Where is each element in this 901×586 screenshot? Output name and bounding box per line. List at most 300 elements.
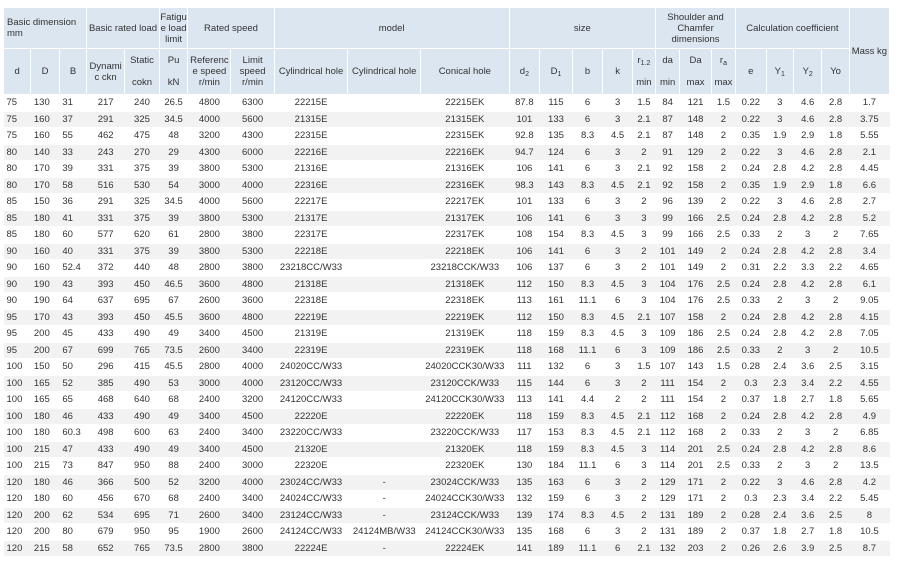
table-cell: 2.8 bbox=[766, 161, 793, 178]
table-cell: 41 bbox=[59, 210, 86, 227]
table-cell: 3.4 bbox=[849, 243, 889, 260]
table-cell: 131 bbox=[656, 524, 680, 541]
table-cell: 1.5 bbox=[632, 95, 655, 112]
table-cell: 104 bbox=[656, 276, 680, 293]
col-Y2-base: Y bbox=[802, 66, 809, 77]
table-cell: 8.3 bbox=[572, 441, 603, 458]
table-cell: 3 bbox=[766, 144, 793, 161]
table-cell: 22218E bbox=[274, 243, 348, 260]
table-cell: 170 bbox=[31, 161, 59, 178]
table-cell: 22315E bbox=[274, 128, 348, 145]
table-cell: 2.8 bbox=[766, 276, 793, 293]
table-cell: 100 bbox=[4, 359, 31, 376]
table-cell: 3600 bbox=[188, 309, 231, 326]
table-cell: 5.65 bbox=[849, 392, 889, 409]
table-cell: 4.65 bbox=[849, 260, 889, 277]
table-cell: 0.22 bbox=[736, 194, 767, 211]
table-cell: 4.6 bbox=[793, 474, 821, 491]
table-cell: 48 bbox=[159, 128, 187, 145]
table-cell: 6 bbox=[572, 260, 603, 277]
table-cell: 100 bbox=[4, 392, 31, 409]
table-cell: 0.24 bbox=[736, 243, 767, 260]
table-cell: 130 bbox=[509, 458, 540, 475]
table-cell: 11.1 bbox=[572, 540, 603, 557]
table-cell: 2.8 bbox=[822, 474, 849, 491]
table-cell: 3 bbox=[793, 227, 821, 244]
table-cell: 49 bbox=[159, 326, 187, 343]
col-D1-sub: 1 bbox=[557, 71, 562, 78]
table-cell: 2 bbox=[766, 342, 793, 359]
table-cell: 85 bbox=[4, 194, 31, 211]
table-cell: 6 bbox=[603, 293, 632, 310]
table-cell: 10.5 bbox=[849, 342, 889, 359]
table-cell: 3 bbox=[793, 425, 821, 442]
table-header bbox=[4, 8, 890, 95]
table-row bbox=[4, 359, 890, 376]
table-cell: 2.1 bbox=[632, 111, 655, 128]
table-cell: 180 bbox=[31, 425, 59, 442]
table-cell: 1.8 bbox=[822, 392, 849, 409]
table-cell: 2 bbox=[711, 243, 735, 260]
table-cell: 450 bbox=[125, 309, 160, 326]
table-cell: 2400 bbox=[188, 491, 231, 508]
table-cell: 3800 bbox=[231, 260, 274, 277]
table-cell: 22318E bbox=[274, 293, 348, 310]
table-row bbox=[4, 227, 890, 244]
header-row-group bbox=[4, 8, 890, 49]
table-cell: 243 bbox=[87, 144, 125, 161]
table-cell: 22220E bbox=[274, 408, 348, 425]
table-cell: 765 bbox=[125, 342, 160, 359]
table-cell: 2.8 bbox=[822, 210, 849, 227]
table-cell: 0.24 bbox=[736, 326, 767, 343]
col-d2 bbox=[509, 49, 540, 95]
table-cell: 0.31 bbox=[736, 260, 767, 277]
col-cylindrical-hole-2: Cylindrical hole bbox=[348, 49, 421, 95]
table-row bbox=[4, 293, 890, 310]
table-cell: 2.5 bbox=[822, 540, 849, 557]
col-limit-speed: Limit speed r/min bbox=[231, 49, 274, 95]
table-cell: 5.45 bbox=[849, 491, 889, 508]
header-rated-speed: Rated speed bbox=[188, 8, 274, 49]
table-cell: 4.5 bbox=[603, 425, 632, 442]
table-cell: 170 bbox=[31, 177, 59, 194]
table-cell: 6 bbox=[572, 111, 603, 128]
table-cell: 2400 bbox=[188, 392, 231, 409]
table-cell: 101 bbox=[656, 260, 680, 277]
table-cell: 2.2 bbox=[822, 260, 849, 277]
table-cell: 3 bbox=[632, 441, 655, 458]
table-row bbox=[4, 177, 890, 194]
table-cell bbox=[348, 458, 421, 475]
table-cell: 149 bbox=[680, 243, 712, 260]
table-cell: 120 bbox=[4, 540, 31, 557]
table-cell: 3 bbox=[603, 161, 632, 178]
table-cell: 500 bbox=[125, 474, 160, 491]
table-cell: 372 bbox=[87, 260, 125, 277]
table-cell: 3200 bbox=[188, 128, 231, 145]
table-cell: 100 bbox=[4, 458, 31, 475]
table-cell: 95 bbox=[159, 524, 187, 541]
table-cell: 4.6 bbox=[793, 111, 821, 128]
col-Y1-sub: 1 bbox=[781, 71, 785, 78]
table-row bbox=[4, 210, 890, 227]
table-cell: 2.8 bbox=[822, 144, 849, 161]
table-cell: 180 bbox=[31, 491, 59, 508]
table-cell: 652 bbox=[87, 540, 125, 557]
table-cell: 3 bbox=[632, 342, 655, 359]
table-cell: 68 bbox=[159, 491, 187, 508]
table-cell: 21315E bbox=[274, 111, 348, 128]
table-cell: 2.7 bbox=[793, 524, 821, 541]
table-cell: - bbox=[348, 540, 421, 557]
table-cell: 4.5 bbox=[603, 177, 632, 194]
table-cell: 2600 bbox=[188, 507, 231, 524]
table-cell: 2.8 bbox=[766, 243, 793, 260]
table-cell: 149 bbox=[680, 260, 712, 277]
table-cell: 21318E bbox=[274, 276, 348, 293]
table-cell: 75 bbox=[4, 128, 31, 145]
table-row bbox=[4, 474, 890, 491]
table-cell: 29 bbox=[159, 144, 187, 161]
table-cell: 2.8 bbox=[822, 161, 849, 178]
table-cell: 2.4 bbox=[766, 507, 793, 524]
table-cell: 43 bbox=[59, 309, 86, 326]
table-cell: 22217E bbox=[274, 194, 348, 211]
table-cell: 2 bbox=[711, 177, 735, 194]
table-cell: 84 bbox=[656, 95, 680, 112]
table-cell: 4.2 bbox=[793, 441, 821, 458]
table-cell: 433 bbox=[87, 408, 125, 425]
table-cell: 50 bbox=[59, 359, 86, 376]
table-row bbox=[4, 194, 890, 211]
table-cell: 4.5 bbox=[603, 441, 632, 458]
table-cell: 4.9 bbox=[849, 408, 889, 425]
table-cell: 4500 bbox=[231, 326, 274, 343]
table-cell: 0.33 bbox=[736, 425, 767, 442]
table-cell: 1.9 bbox=[766, 177, 793, 194]
table-cell bbox=[348, 425, 421, 442]
table-cell: 24120CC/W33 bbox=[274, 392, 348, 409]
table-cell: 2 bbox=[711, 507, 735, 524]
table-cell: 22216EK bbox=[421, 144, 510, 161]
table-cell: 0.28 bbox=[736, 359, 767, 376]
table-cell: 765 bbox=[125, 540, 160, 557]
table-cell: 2.8 bbox=[822, 194, 849, 211]
table-cell: 6 bbox=[572, 95, 603, 112]
table-row bbox=[4, 243, 890, 260]
table-cell: 90 bbox=[4, 276, 31, 293]
table-cell: 366 bbox=[87, 474, 125, 491]
table-cell: 168 bbox=[540, 524, 573, 541]
table-cell: 129 bbox=[680, 144, 712, 161]
table-cell: 2 bbox=[711, 524, 735, 541]
table-cell: 670 bbox=[125, 491, 160, 508]
table-cell: 22318EK bbox=[421, 293, 510, 310]
table-cell: 52 bbox=[159, 474, 187, 491]
table-cell: 600 bbox=[125, 425, 160, 442]
table-row bbox=[4, 408, 890, 425]
table-cell: 3600 bbox=[188, 276, 231, 293]
table-cell: 22320E bbox=[274, 458, 348, 475]
col-D: D bbox=[31, 49, 59, 95]
table-cell: 159 bbox=[540, 441, 573, 458]
col-static bbox=[125, 49, 160, 95]
table-cell: 2.8 bbox=[822, 326, 849, 343]
table-cell: 115 bbox=[540, 95, 573, 112]
table-cell: 695 bbox=[125, 293, 160, 310]
col-Y1 bbox=[766, 49, 793, 95]
table-cell: 0.33 bbox=[736, 458, 767, 475]
table-cell: 0.24 bbox=[736, 441, 767, 458]
table-cell: 112 bbox=[656, 425, 680, 442]
table-cell: 2 bbox=[711, 144, 735, 161]
table-cell: 106 bbox=[509, 210, 540, 227]
col-dynamic: Dynami c ckn bbox=[87, 49, 125, 95]
table-cell: 2 bbox=[632, 392, 655, 409]
table-row bbox=[4, 342, 890, 359]
table-cell: 96 bbox=[656, 194, 680, 211]
table-cell bbox=[348, 392, 421, 409]
table-cell: 0.24 bbox=[736, 276, 767, 293]
table-cell bbox=[348, 243, 421, 260]
table-cell: 200 bbox=[31, 507, 59, 524]
table-cell: 5300 bbox=[231, 210, 274, 227]
table-cell: 4000 bbox=[188, 111, 231, 128]
table-cell: 200 bbox=[31, 342, 59, 359]
table-cell: 3 bbox=[603, 144, 632, 161]
table-cell bbox=[348, 441, 421, 458]
table-cell: 22215EK bbox=[421, 95, 510, 112]
table-cell: 8.6 bbox=[849, 441, 889, 458]
table-cell: 200 bbox=[31, 326, 59, 343]
table-cell: 120 bbox=[4, 491, 31, 508]
table-cell: 90 bbox=[4, 243, 31, 260]
table-cell: 61 bbox=[159, 227, 187, 244]
table-cell: 534 bbox=[87, 507, 125, 524]
table-cell: 23024CCK/W33 bbox=[421, 474, 510, 491]
table-cell: 171 bbox=[680, 474, 712, 491]
table-cell: 23218CCK/W33 bbox=[421, 260, 510, 277]
table-cell: - bbox=[348, 491, 421, 508]
table-cell: 3 bbox=[766, 95, 793, 112]
col-static-unit: cokn bbox=[131, 77, 153, 88]
table-cell: 189 bbox=[680, 524, 712, 541]
table-cell: 117 bbox=[509, 425, 540, 442]
table-cell: 270 bbox=[125, 144, 160, 161]
col-b: b bbox=[572, 49, 603, 95]
table-cell: 141 bbox=[509, 540, 540, 557]
table-cell: 1.9 bbox=[766, 128, 793, 145]
table-cell: 3 bbox=[603, 491, 632, 508]
table-cell: 87 bbox=[656, 111, 680, 128]
col-Da-unit: max bbox=[686, 77, 705, 88]
table-cell: 100 bbox=[4, 375, 31, 392]
table-cell: 21320EK bbox=[421, 441, 510, 458]
table-cell: 2.5 bbox=[822, 507, 849, 524]
table-cell: 150 bbox=[31, 194, 59, 211]
table-cell: 10.5 bbox=[849, 524, 889, 541]
table-cell: 75 bbox=[4, 95, 31, 112]
table-cell: 4.5 bbox=[603, 326, 632, 343]
table-cell: 39 bbox=[159, 161, 187, 178]
table-cell: 2.5 bbox=[711, 342, 735, 359]
table-cell: 2 bbox=[711, 161, 735, 178]
table-cell: 4.5 bbox=[603, 408, 632, 425]
table-cell: 120 bbox=[4, 507, 31, 524]
table-cell: 23120CCK/W33 bbox=[421, 375, 510, 392]
table-cell: 215 bbox=[31, 441, 59, 458]
header-fatigue-load-limit: Fatigu e load limit bbox=[159, 8, 187, 49]
col-reference-speed: Referenc e speed r/min bbox=[188, 49, 231, 95]
table-cell: 0.26 bbox=[736, 540, 767, 557]
table-cell: 131 bbox=[656, 507, 680, 524]
table-cell bbox=[348, 326, 421, 343]
table-cell: 58 bbox=[59, 540, 86, 557]
table-cell: 3 bbox=[632, 210, 655, 227]
table-cell bbox=[348, 309, 421, 326]
col-ra-sub: a bbox=[723, 60, 727, 67]
table-cell: 111 bbox=[656, 375, 680, 392]
table-cell: 4.6 bbox=[793, 95, 821, 112]
table-cell: 4000 bbox=[231, 375, 274, 392]
table-cell: 4.55 bbox=[849, 375, 889, 392]
table-cell: 6 bbox=[572, 524, 603, 541]
table-cell: 159 bbox=[540, 408, 573, 425]
table-cell: 91 bbox=[656, 144, 680, 161]
col-conical-hole: Conical hole bbox=[421, 49, 510, 95]
table-cell: 8.3 bbox=[572, 227, 603, 244]
table-cell: 3600 bbox=[231, 293, 274, 310]
col-Da-label: Da bbox=[689, 55, 702, 66]
table-cell: 4800 bbox=[231, 309, 274, 326]
table-cell: 0.24 bbox=[736, 210, 767, 227]
table-cell: 60 bbox=[59, 491, 86, 508]
col-Y1-base: Y bbox=[774, 66, 781, 77]
table-row bbox=[4, 128, 890, 145]
table-cell: 6 bbox=[603, 342, 632, 359]
table-cell: 21317E bbox=[274, 210, 348, 227]
table-cell: 34.5 bbox=[159, 111, 187, 128]
table-cell: 63 bbox=[159, 425, 187, 442]
table-cell: 3.9 bbox=[793, 540, 821, 557]
table-cell: 24024CC/W33 bbox=[274, 491, 348, 508]
table-cell: 3 bbox=[603, 524, 632, 541]
table-cell: 4300 bbox=[231, 128, 274, 145]
table-cell: 23120CC/W33 bbox=[274, 375, 348, 392]
table-cell: 516 bbox=[87, 177, 125, 194]
table-cell: 2 bbox=[766, 227, 793, 244]
table-cell: 3 bbox=[766, 474, 793, 491]
table-cell: 26.5 bbox=[159, 95, 187, 112]
table-cell: 2.8 bbox=[822, 441, 849, 458]
table-cell: 2.1 bbox=[849, 144, 889, 161]
header-basic-dimension: Basic dimension mm bbox=[4, 8, 87, 49]
table-row bbox=[4, 326, 890, 343]
table-row bbox=[4, 260, 890, 277]
table-cell bbox=[348, 161, 421, 178]
table-cell: 291 bbox=[87, 194, 125, 211]
table-cell: 3400 bbox=[231, 425, 274, 442]
table-cell: 393 bbox=[87, 309, 125, 326]
table-cell: 159 bbox=[540, 491, 573, 508]
table-cell: 4500 bbox=[231, 441, 274, 458]
header-shoulder-chamfer: Shoulder and Chamfer dimensions bbox=[656, 8, 736, 49]
table-cell: 94.7 bbox=[509, 144, 540, 161]
col-pu-unit: kN bbox=[167, 77, 180, 88]
table-cell: 2.8 bbox=[766, 408, 793, 425]
table-cell: 53 bbox=[159, 375, 187, 392]
table-cell: 4.5 bbox=[603, 507, 632, 524]
table-cell: 2 bbox=[711, 309, 735, 326]
table-cell: 141 bbox=[540, 161, 573, 178]
table-cell: 176 bbox=[680, 293, 712, 310]
table-cell: 3.6 bbox=[793, 507, 821, 524]
table-cell: 64 bbox=[59, 293, 86, 310]
table-cell: 98.3 bbox=[509, 177, 540, 194]
table-cell: 23220CCK/W33 bbox=[421, 425, 510, 442]
table-row bbox=[4, 161, 890, 178]
table-cell: 184 bbox=[540, 458, 573, 475]
table-cell: 100 bbox=[4, 441, 31, 458]
table-cell: 2 bbox=[632, 144, 655, 161]
table-cell: 0.33 bbox=[736, 342, 767, 359]
table-cell: 3 bbox=[793, 458, 821, 475]
table-cell: 2.8 bbox=[766, 309, 793, 326]
table-cell: 114 bbox=[656, 441, 680, 458]
table-row bbox=[4, 524, 890, 541]
table-cell: 2.5 bbox=[822, 359, 849, 376]
table-cell: 2400 bbox=[188, 425, 231, 442]
col-D1 bbox=[540, 49, 573, 95]
table-cell: 170 bbox=[31, 309, 59, 326]
table-cell: 2 bbox=[632, 375, 655, 392]
table-cell: 331 bbox=[87, 161, 125, 178]
table-cell: 139 bbox=[680, 194, 712, 211]
table-cell: 456 bbox=[87, 491, 125, 508]
table-cell: 3 bbox=[632, 227, 655, 244]
table-cell: 31 bbox=[59, 95, 86, 112]
table-cell: 3 bbox=[766, 111, 793, 128]
table-cell: 158 bbox=[680, 309, 712, 326]
table-cell bbox=[348, 177, 421, 194]
table-cell: 1900 bbox=[188, 524, 231, 541]
table-cell: 215 bbox=[31, 458, 59, 475]
table-cell: 2 bbox=[711, 474, 735, 491]
table-cell: 4.15 bbox=[849, 309, 889, 326]
table-cell: 24124CC/W33 bbox=[274, 524, 348, 541]
table-cell: 6 bbox=[603, 458, 632, 475]
table-cell: 3800 bbox=[188, 210, 231, 227]
table-cell: 106 bbox=[509, 243, 540, 260]
header-size: size bbox=[509, 8, 655, 49]
table-cell: 22218EK bbox=[421, 243, 510, 260]
table-cell: 80 bbox=[59, 524, 86, 541]
table-cell: 0.33 bbox=[736, 227, 767, 244]
table-cell: 3 bbox=[603, 375, 632, 392]
table-cell: 3.3 bbox=[793, 260, 821, 277]
table-cell: 159 bbox=[540, 326, 573, 343]
table-cell: 60 bbox=[59, 227, 86, 244]
col-ra-unit: max bbox=[714, 77, 733, 88]
table-cell: 3 bbox=[603, 111, 632, 128]
col-r12 bbox=[632, 49, 655, 95]
table-cell bbox=[348, 128, 421, 145]
table-cell: 3800 bbox=[231, 540, 274, 557]
table-cell: 215 bbox=[31, 540, 59, 557]
table-cell: 1.8 bbox=[822, 177, 849, 194]
table-cell: 67 bbox=[159, 293, 187, 310]
